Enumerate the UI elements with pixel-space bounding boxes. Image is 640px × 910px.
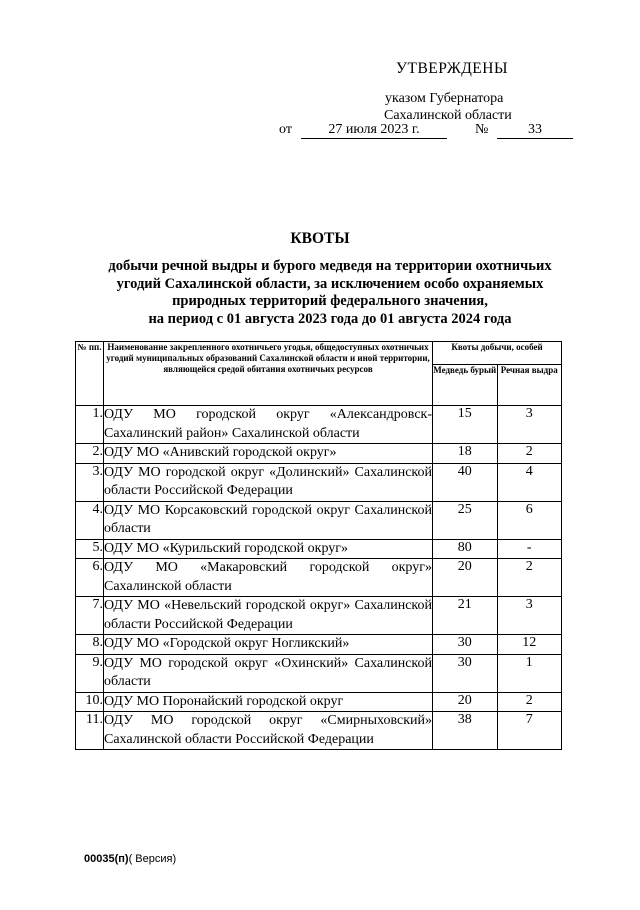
row-bear-quota: 18 (433, 444, 498, 464)
row-name: ОДУ МО городской округ «Охинский» Сахалинской области (104, 654, 433, 692)
table-row (76, 501, 562, 539)
decree-line-2: Сахалинской области (384, 108, 512, 123)
row-otter-quota: 1 (497, 654, 562, 692)
row-number: 11. (76, 712, 104, 750)
date-prefix: от (279, 122, 292, 137)
row-name: ОДУ МО «Невельский городской округ» Сахалинской области Российской Федерации (104, 597, 433, 635)
table-row (76, 654, 562, 692)
row-otter-quota: 2 (497, 692, 562, 712)
subtitle-line: природных территорий федерального значения, (172, 293, 488, 309)
decree-line-1: указом Губернатора (385, 91, 504, 106)
row-otter-quota: 2 (497, 559, 562, 597)
table-row (76, 444, 562, 464)
row-otter-quota: 12 (497, 635, 562, 655)
row-name: ОДУ МО «Макаровский городской округ» Сахалинской области (104, 559, 433, 597)
row-number: 2. (76, 444, 104, 464)
row-name: ОДУ МО «Курильский городской округ» (104, 539, 433, 559)
row-otter-quota: 2 (497, 444, 562, 464)
row-bear-quota: 30 (433, 654, 498, 692)
table-row (76, 559, 562, 597)
decree-number: 33 (497, 122, 573, 139)
row-bear-quota: 38 (433, 712, 498, 750)
row-number: 7. (76, 597, 104, 635)
row-name: ОДУ МО «Анивский городской округ» (104, 444, 433, 464)
row-name: ОДУ МО Поронайский городской округ (104, 692, 433, 712)
row-bear-quota: 40 (433, 463, 498, 501)
row-otter-quota: 7 (497, 712, 562, 750)
header-number: № пп. (76, 342, 104, 406)
row-bear-quota: 20 (433, 692, 498, 712)
row-name: ОДУ МО городской округ «Долинский» Сахалинской области Российской Федерации (104, 463, 433, 501)
document-subtitle (60, 258, 600, 328)
row-name: ОДУ МО «Городской округ Ногликский» (104, 635, 433, 655)
row-name: ОДУ МО городской округ «Смирныховский» Сахалинской области Российской Федерации (104, 712, 433, 750)
document-version: ( Версия) (128, 853, 177, 865)
quota-table (75, 341, 562, 750)
table-row (76, 406, 562, 444)
row-number: 8. (76, 635, 104, 655)
row-bear-quota: 20 (433, 559, 498, 597)
decree-date-line (279, 122, 579, 142)
decree-date: 27 июля 2023 г. (301, 122, 447, 139)
row-number: 6. (76, 559, 104, 597)
subtitle-line: на период с 01 августа 2023 года до 01 августа 2024 года (148, 310, 512, 327)
subtitle-line: угодий Сахалинской области, за исключением особо охраняемых (116, 275, 544, 292)
row-name: ОДУ МО городской округ «Александровск-Сахалинский район» Сахалинской области (104, 406, 433, 444)
row-otter-quota: - (497, 539, 562, 559)
row-number: 4. (76, 501, 104, 539)
table-row (76, 463, 562, 501)
row-bear-quota: 21 (433, 597, 498, 635)
table-row (76, 597, 562, 635)
header-name: Наименование закрепленного охотничьего угодья, общедоступных охотничьих угодий муниципальных образований Сахалинской области и иной территории, являющейся средой обитания охотничьих ресурсов (104, 342, 433, 406)
number-prefix: № (475, 122, 489, 137)
subtitle-line: добычи речной выдры и бурого медведя на территории охотничьих (108, 258, 552, 274)
table-row (76, 712, 562, 750)
document-code: 00035(п) (84, 853, 129, 865)
table-row (76, 692, 562, 712)
row-number: 3. (76, 463, 104, 501)
row-otter-quota: 4 (497, 463, 562, 501)
row-bear-quota: 30 (433, 635, 498, 655)
row-number: 5. (76, 539, 104, 559)
row-bear-quota: 80 (433, 539, 498, 559)
document-footer (84, 853, 176, 865)
row-number: 9. (76, 654, 104, 692)
row-otter-quota: 3 (497, 597, 562, 635)
row-number: 10. (76, 692, 104, 712)
table-row (76, 635, 562, 655)
row-bear-quota: 15 (433, 406, 498, 444)
row-name: ОДУ МО Корсаковский городской округ Сахалинской области (104, 501, 433, 539)
table-row (76, 539, 562, 559)
row-bear-quota: 25 (433, 501, 498, 539)
row-otter-quota: 3 (497, 406, 562, 444)
approved-heading: УТВЕРЖДЕНЫ (396, 60, 508, 77)
row-number: 1. (76, 406, 104, 444)
header-bear: Медведь бурый (433, 365, 498, 406)
row-otter-quota: 6 (497, 501, 562, 539)
header-otter: Речная выдра (497, 365, 562, 406)
document-title: КВОТЫ (290, 230, 350, 247)
header-quota: Квоты добычи, особей (433, 342, 562, 365)
